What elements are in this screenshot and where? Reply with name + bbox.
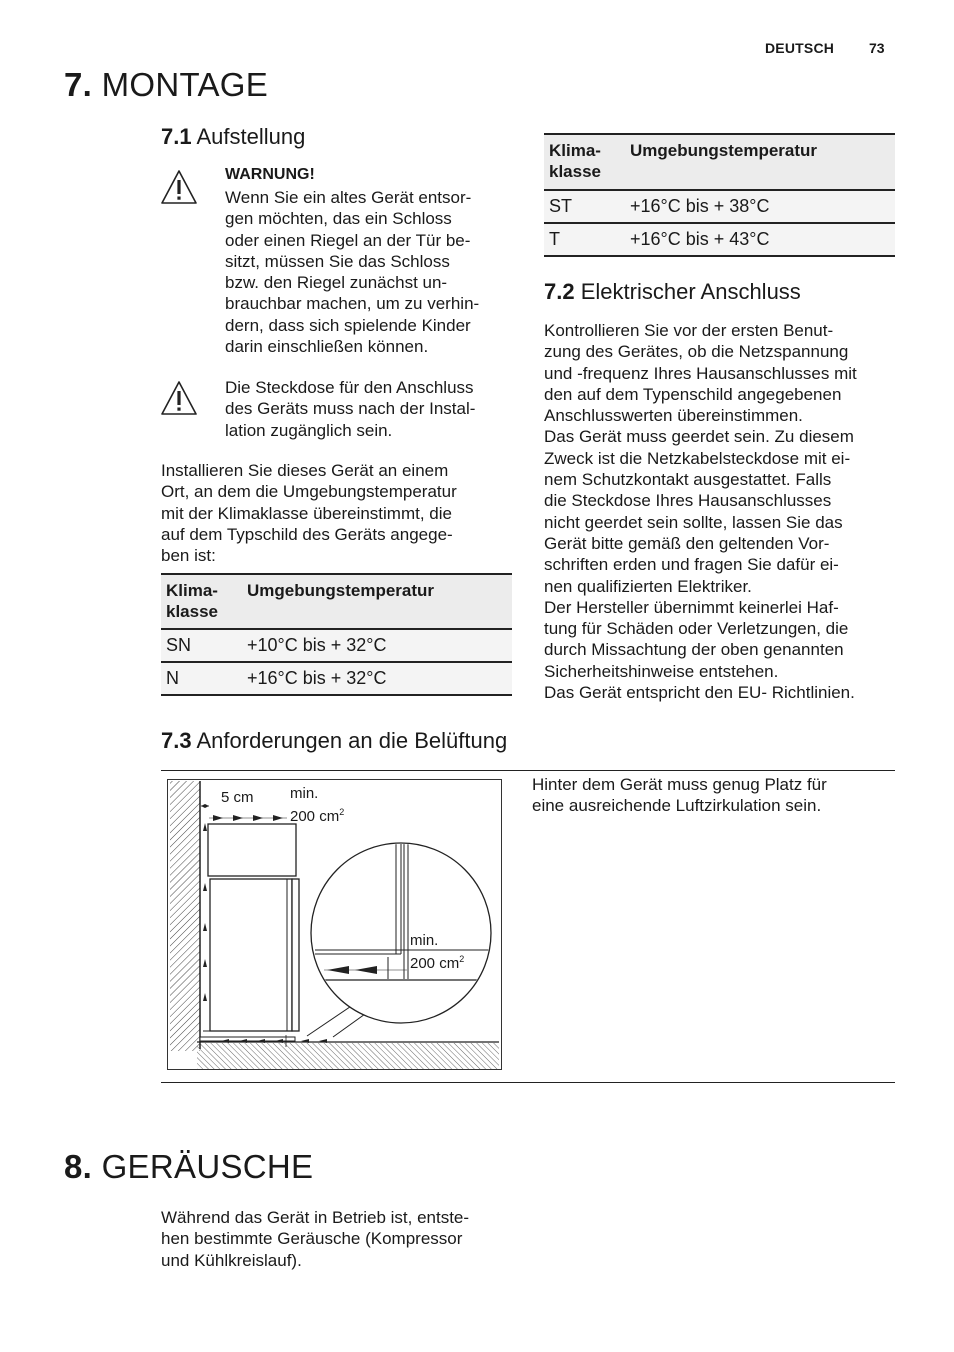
- text-line: Gerät bitte gemäß den geltenden Vor-: [544, 533, 830, 553]
- table-cell-klasse: N: [166, 668, 179, 688]
- text-line: durch Missachtung der oben genannten: [544, 640, 844, 660]
- gap-label: 5 cm: [221, 789, 254, 806]
- section-7-2-heading: [544, 279, 801, 305]
- divider: [161, 770, 895, 771]
- text-line: Das Gerät entspricht den EU- Richtlinien.: [544, 683, 855, 703]
- table-row: [161, 661, 512, 694]
- text-line: Sicherheitshinweise entstehen.: [544, 661, 779, 681]
- ventilation-diagram: [167, 779, 502, 1070]
- warning-triangle-icon: [159, 379, 199, 417]
- section-7-2-title: Elektrischer Anschluss: [580, 279, 801, 304]
- bottom-area-sup: 2: [459, 954, 465, 964]
- table-header-temperatur: Umgebungstemperatur: [630, 141, 818, 160]
- socket-note: [225, 377, 515, 441]
- text-line: Zweck ist die Netzkabelsteckdose mit ei-: [544, 448, 851, 468]
- text-line: ben ist:: [161, 546, 216, 566]
- text-line: lation zugänglich sein.: [225, 420, 393, 440]
- warning-triangle-icon: [159, 168, 199, 206]
- text-line: schriften erden und fragen Sie dafür ei-: [544, 555, 839, 575]
- text-line: auf dem Typschild des Geräts angege-: [161, 524, 453, 544]
- ventilation-text: [532, 774, 892, 817]
- table-header-temperatur: Umgebungstemperatur: [247, 581, 435, 600]
- warning-text: [225, 187, 515, 357]
- section-7-heading: [64, 66, 268, 104]
- text-line: des Geräts muss nach der Instal-: [225, 399, 476, 419]
- table-cell-temperatur: +16°C bis + 32°C: [247, 668, 387, 688]
- section-7-1-heading: [161, 124, 305, 150]
- divider: [161, 1082, 895, 1083]
- text-line: tung für Schäden oder Verletzungen, die: [544, 619, 849, 639]
- climate-table-left: [161, 573, 512, 696]
- section-8-title: GERÄUSCHE: [101, 1148, 314, 1185]
- table-cell-klasse: T: [549, 229, 560, 249]
- text-line: Die Steckdose für den Anschluss: [225, 378, 474, 397]
- section-7-number: 7.: [64, 66, 93, 103]
- section-8-number: 8.: [64, 1148, 93, 1185]
- top-min-label: min.: [290, 785, 319, 802]
- section-7-3-title: Anforderungen an die Belüftung: [196, 728, 508, 753]
- table-header-klasse-2: klasse: [166, 602, 218, 621]
- top-area-sup: 2: [339, 807, 345, 817]
- text-line: Hinter dem Gerät muss genug Platz für: [532, 775, 827, 794]
- section-7-1-number: 7.1: [161, 124, 192, 149]
- bottom-area-value: 200 cm: [410, 955, 460, 972]
- text-line: darin einschließen können.: [225, 337, 429, 357]
- text-line: nicht geerdet sein sollte, lassen Sie das: [544, 512, 843, 532]
- text-line: die Steckdose Ihres Hausanschlusses: [544, 491, 832, 511]
- text-line: nen qualifizierten Elektriker.: [544, 576, 752, 596]
- text-line: nem Schutzkontakt ausgestattet. Falls: [544, 470, 832, 490]
- section-7-3-heading: [161, 728, 507, 754]
- table-cell-klasse: SN: [166, 635, 192, 655]
- top-area-label: [290, 807, 344, 825]
- text-line: dern, dass sich spielende Kinder: [225, 315, 471, 335]
- climate-table-right: [544, 133, 895, 257]
- table-cell-temperatur: +16°C bis + 43°C: [630, 229, 770, 249]
- table-row: [544, 191, 895, 222]
- table-cell-temperatur: +16°C bis + 38°C: [630, 196, 770, 216]
- text-line: oder einen Riegel an der Tür be-: [225, 230, 471, 250]
- table-header-klasse: Klima-: [549, 141, 601, 160]
- section-7-1-title: Aufstellung: [196, 124, 306, 149]
- section-7-2-number: 7.2: [544, 279, 575, 304]
- top-area-value: 200 cm: [290, 808, 340, 825]
- text-line: gen möchten, das ein Schloss: [225, 209, 452, 229]
- table-row: [161, 630, 512, 661]
- electrical-connection-text: [544, 320, 904, 703]
- section-8-heading: [64, 1148, 313, 1186]
- noise-text: [161, 1207, 521, 1271]
- table-header-klasse: Klima-: [166, 581, 218, 600]
- warning-title: WARNUNG!: [225, 166, 315, 183]
- text-line: bzw. den Riegel zunächst un-: [225, 273, 448, 293]
- text-line: Der Hersteller übernimmt keinerlei Haf-: [544, 597, 839, 617]
- text-line: Anschlusswerten übereinstimmen.: [544, 406, 803, 426]
- text-line: den auf dem Typenschild angegebenen: [544, 384, 842, 404]
- table-cell-temperatur: +10°C bis + 32°C: [247, 635, 387, 655]
- text-line: und Kühlkreislauf).: [161, 1250, 302, 1270]
- page-number: 73: [869, 40, 885, 56]
- text-line: Kontrollieren Sie vor der ersten Benut-: [544, 321, 834, 340]
- text-line: mit der Klimaklasse übereinstimmt, die: [161, 503, 452, 523]
- text-line: Installieren Sie dieses Gerät an einem: [161, 461, 449, 480]
- header-language: DEUTSCH: [765, 40, 835, 56]
- text-line: Wenn Sie ein altes Gerät entsor-: [225, 188, 472, 207]
- bottom-min-label: min.: [410, 932, 439, 949]
- text-line: Ort, an dem die Umgebungstemperatur: [161, 482, 457, 502]
- installation-intro: [161, 460, 513, 566]
- text-line: sitzt, müssen Sie das Schloss: [225, 251, 450, 271]
- table-header-klasse-2: klasse: [549, 162, 601, 181]
- text-line: brauchbar machen, um zu verhin-: [225, 294, 480, 314]
- text-line: eine ausreichende Luftzirkulation sein.: [532, 796, 822, 816]
- text-line: Das Gerät muss geerdet sein. Zu diesem: [544, 427, 854, 447]
- table-row: [544, 222, 895, 255]
- section-7-3-number: 7.3: [161, 728, 192, 753]
- table-cell-klasse: ST: [549, 196, 573, 216]
- text-line: und -frequenz Ihres Hausanschlusses mit: [544, 363, 857, 383]
- text-line: zung des Gerätes, ob die Netzspannung: [544, 342, 849, 362]
- bottom-area-label: [410, 954, 464, 972]
- section-7-title: MONTAGE: [101, 66, 269, 103]
- text-line: hen bestimmte Geräusche (Kompressor: [161, 1229, 463, 1249]
- text-line: Während das Gerät in Betrieb ist, entste-: [161, 1208, 470, 1227]
